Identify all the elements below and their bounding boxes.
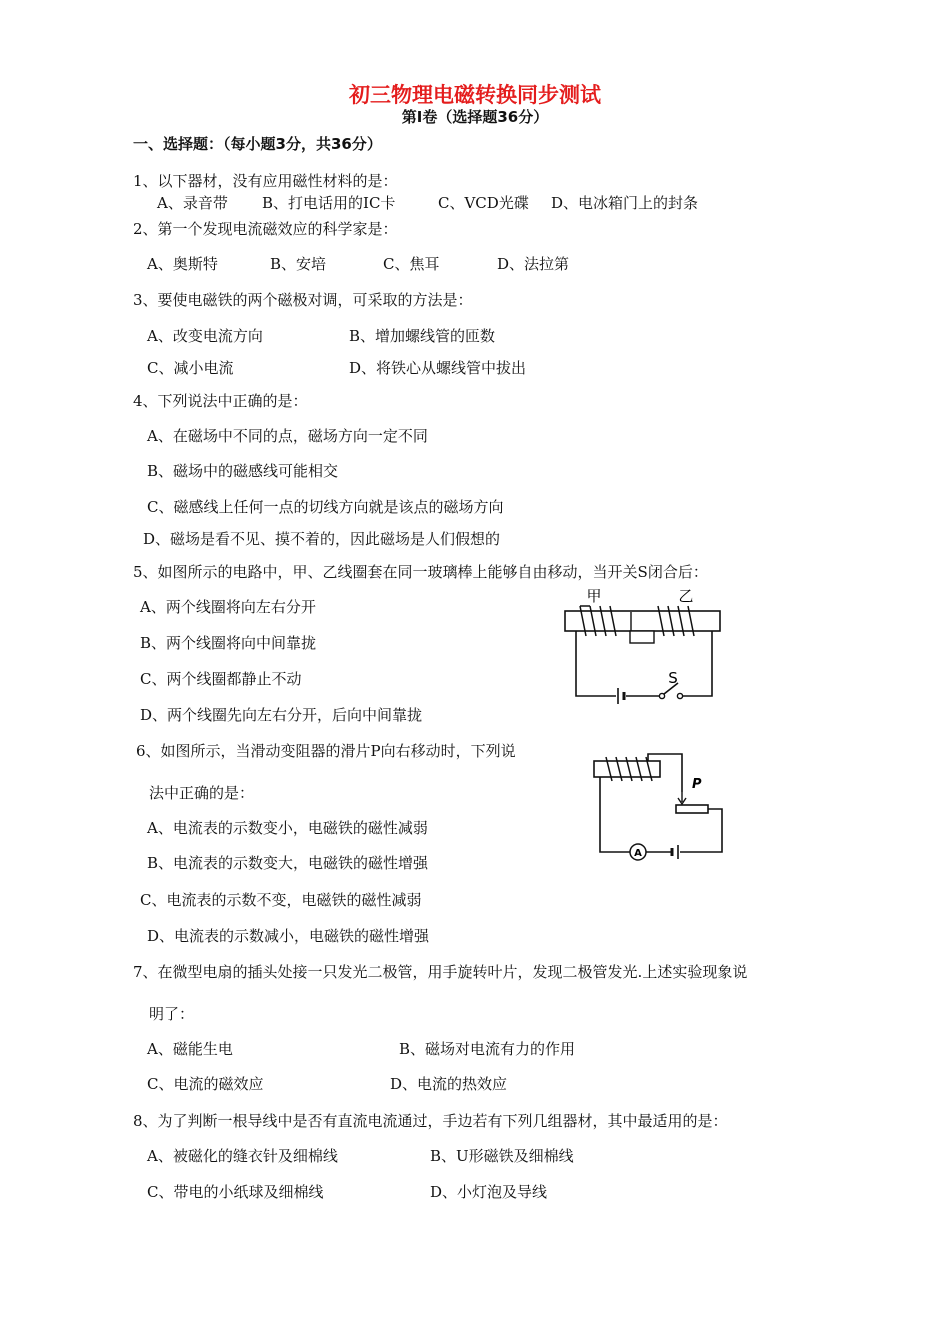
switch-label: S — [668, 669, 678, 687]
question-7-option-a: A、磁能生电 — [147, 1040, 233, 1058]
question-1-stem: 1、以下器材，没有应用磁性材料的是： — [133, 172, 398, 190]
question-6-option-a: A、电流表的示数变小，电磁铁的磁性减弱 — [147, 819, 428, 837]
question-2-option-c: C、焦耳 — [383, 255, 440, 273]
question-6-figure — [588, 752, 728, 862]
question-6-option-c: C、电流表的示数不变，电磁铁的磁性减弱 — [140, 891, 422, 909]
question-2-stem: 2、第一个发现电流磁效应的科学家是： — [133, 220, 398, 238]
question-7-option-c: C、电流的磁效应 — [147, 1075, 264, 1093]
question-8-option-c: C、带电的小纸球及细棉线 — [147, 1183, 324, 1201]
question-8-stem: 8、为了判断一根导线中是否有直流电流通过，手边若有下列几组器材，其中最适用的是： — [133, 1112, 728, 1130]
question-4-option-a: A、在磁场中不同的点，磁场方向一定不同 — [147, 427, 428, 445]
question-2-option-b: B、安培 — [270, 255, 327, 273]
question-3-stem: 3、要使电磁铁的两个磁极对调，可采取的方法是： — [133, 291, 473, 309]
question-5-option-b: B、两个线圈将向中间靠拢 — [140, 634, 317, 652]
question-3-option-d: D、将铁心从螺线管中拔出 — [349, 359, 527, 377]
question-7-option-d: D、电流的热效应 — [390, 1075, 508, 1093]
slider-label: P — [692, 777, 702, 792]
question-5-option-d: D、两个线圈先向左右分开，后向中间靠拢 — [140, 706, 423, 724]
section-heading: 一、选择题：（每小题3分，共36分） — [133, 135, 382, 153]
question-6-option-b: B、电流表的示数变大，电磁铁的磁性增强 — [147, 854, 429, 872]
question-8-option-a: A、被磁化的缝衣针及细棉线 — [147, 1147, 338, 1165]
question-4-option-b: B、磁场中的磁感线可能相交 — [147, 462, 339, 480]
question-4-option-c: C、磁感线上任何一点的切线方向就是该点的磁场方向 — [147, 498, 504, 516]
question-4-option-d: D、磁场是看不见、摸不着的，因此磁场是人们假想的 — [143, 530, 501, 548]
question-3-option-a: A、改变电流方向 — [147, 327, 263, 345]
switch-pivot — [659, 693, 664, 698]
glass-rod — [565, 611, 720, 631]
question-1-option-b: B、打电话用的IC卡 — [262, 194, 396, 212]
question-6-stem: 6、如图所示，当滑动变阻器的滑片P向右移动时，下列说 — [136, 742, 516, 760]
question-1-option-d: D、电冰箱门上的封条 — [551, 194, 699, 212]
question-7-stem-continued: 明了： — [149, 1005, 195, 1023]
question-2-option-a: A、奥斯特 — [147, 255, 218, 273]
slider-arrow — [678, 792, 686, 804]
question-3-option-c: C、减小电流 — [147, 359, 234, 377]
question-8-option-b: B、U形磁铁及细棉线 — [430, 1147, 574, 1165]
question-3-option-b: B、增加螺线管的匝数 — [349, 327, 496, 345]
question-8-option-d: D、小灯泡及导线 — [430, 1183, 548, 1201]
coil-label-jia: 甲 — [586, 587, 602, 605]
question-6-stem-continued: 法中正确的是： — [149, 784, 255, 802]
question-1-option-a: A、录音带 — [157, 194, 228, 212]
wire-left — [576, 631, 616, 696]
ammeter-label: A — [634, 848, 642, 859]
page-title: 初三物理电磁转换同步测试 — [349, 83, 601, 107]
question-2-option-d: D、法拉第 — [497, 255, 570, 273]
page-subtitle: 第I卷（选择题36分） — [401, 108, 549, 126]
question-5-option-a: A、两个线圈将向左右分开 — [140, 598, 316, 616]
wire-right — [683, 631, 712, 696]
question-5-option-c: C、两个线圈都静止不动 — [140, 670, 302, 688]
question-6-option-d: D、电流表的示数减小，电磁铁的磁性增强 — [147, 927, 430, 945]
question-4-stem: 4、下列说法中正确的是： — [133, 392, 308, 410]
rheostat — [676, 805, 708, 813]
coil-label-yi: 乙 — [678, 587, 694, 605]
question-1-option-c: C、VCD光碟 — [438, 194, 529, 212]
question-7-option-b: B、磁场对电流有力的作用 — [399, 1040, 576, 1058]
question-5-stem: 5、如图所示的电路中，甲、乙线圈套在同一玻璃棒上能够自由移动，当开关S闭合后： — [133, 563, 708, 581]
coil-connector — [630, 631, 654, 643]
question-5-figure — [560, 584, 725, 704]
question-7-stem: 7、在微型电扇的插头处接一只发光二极管，用手旋转叶片，发现二极管发光.上述实验现象说 — [133, 963, 748, 981]
